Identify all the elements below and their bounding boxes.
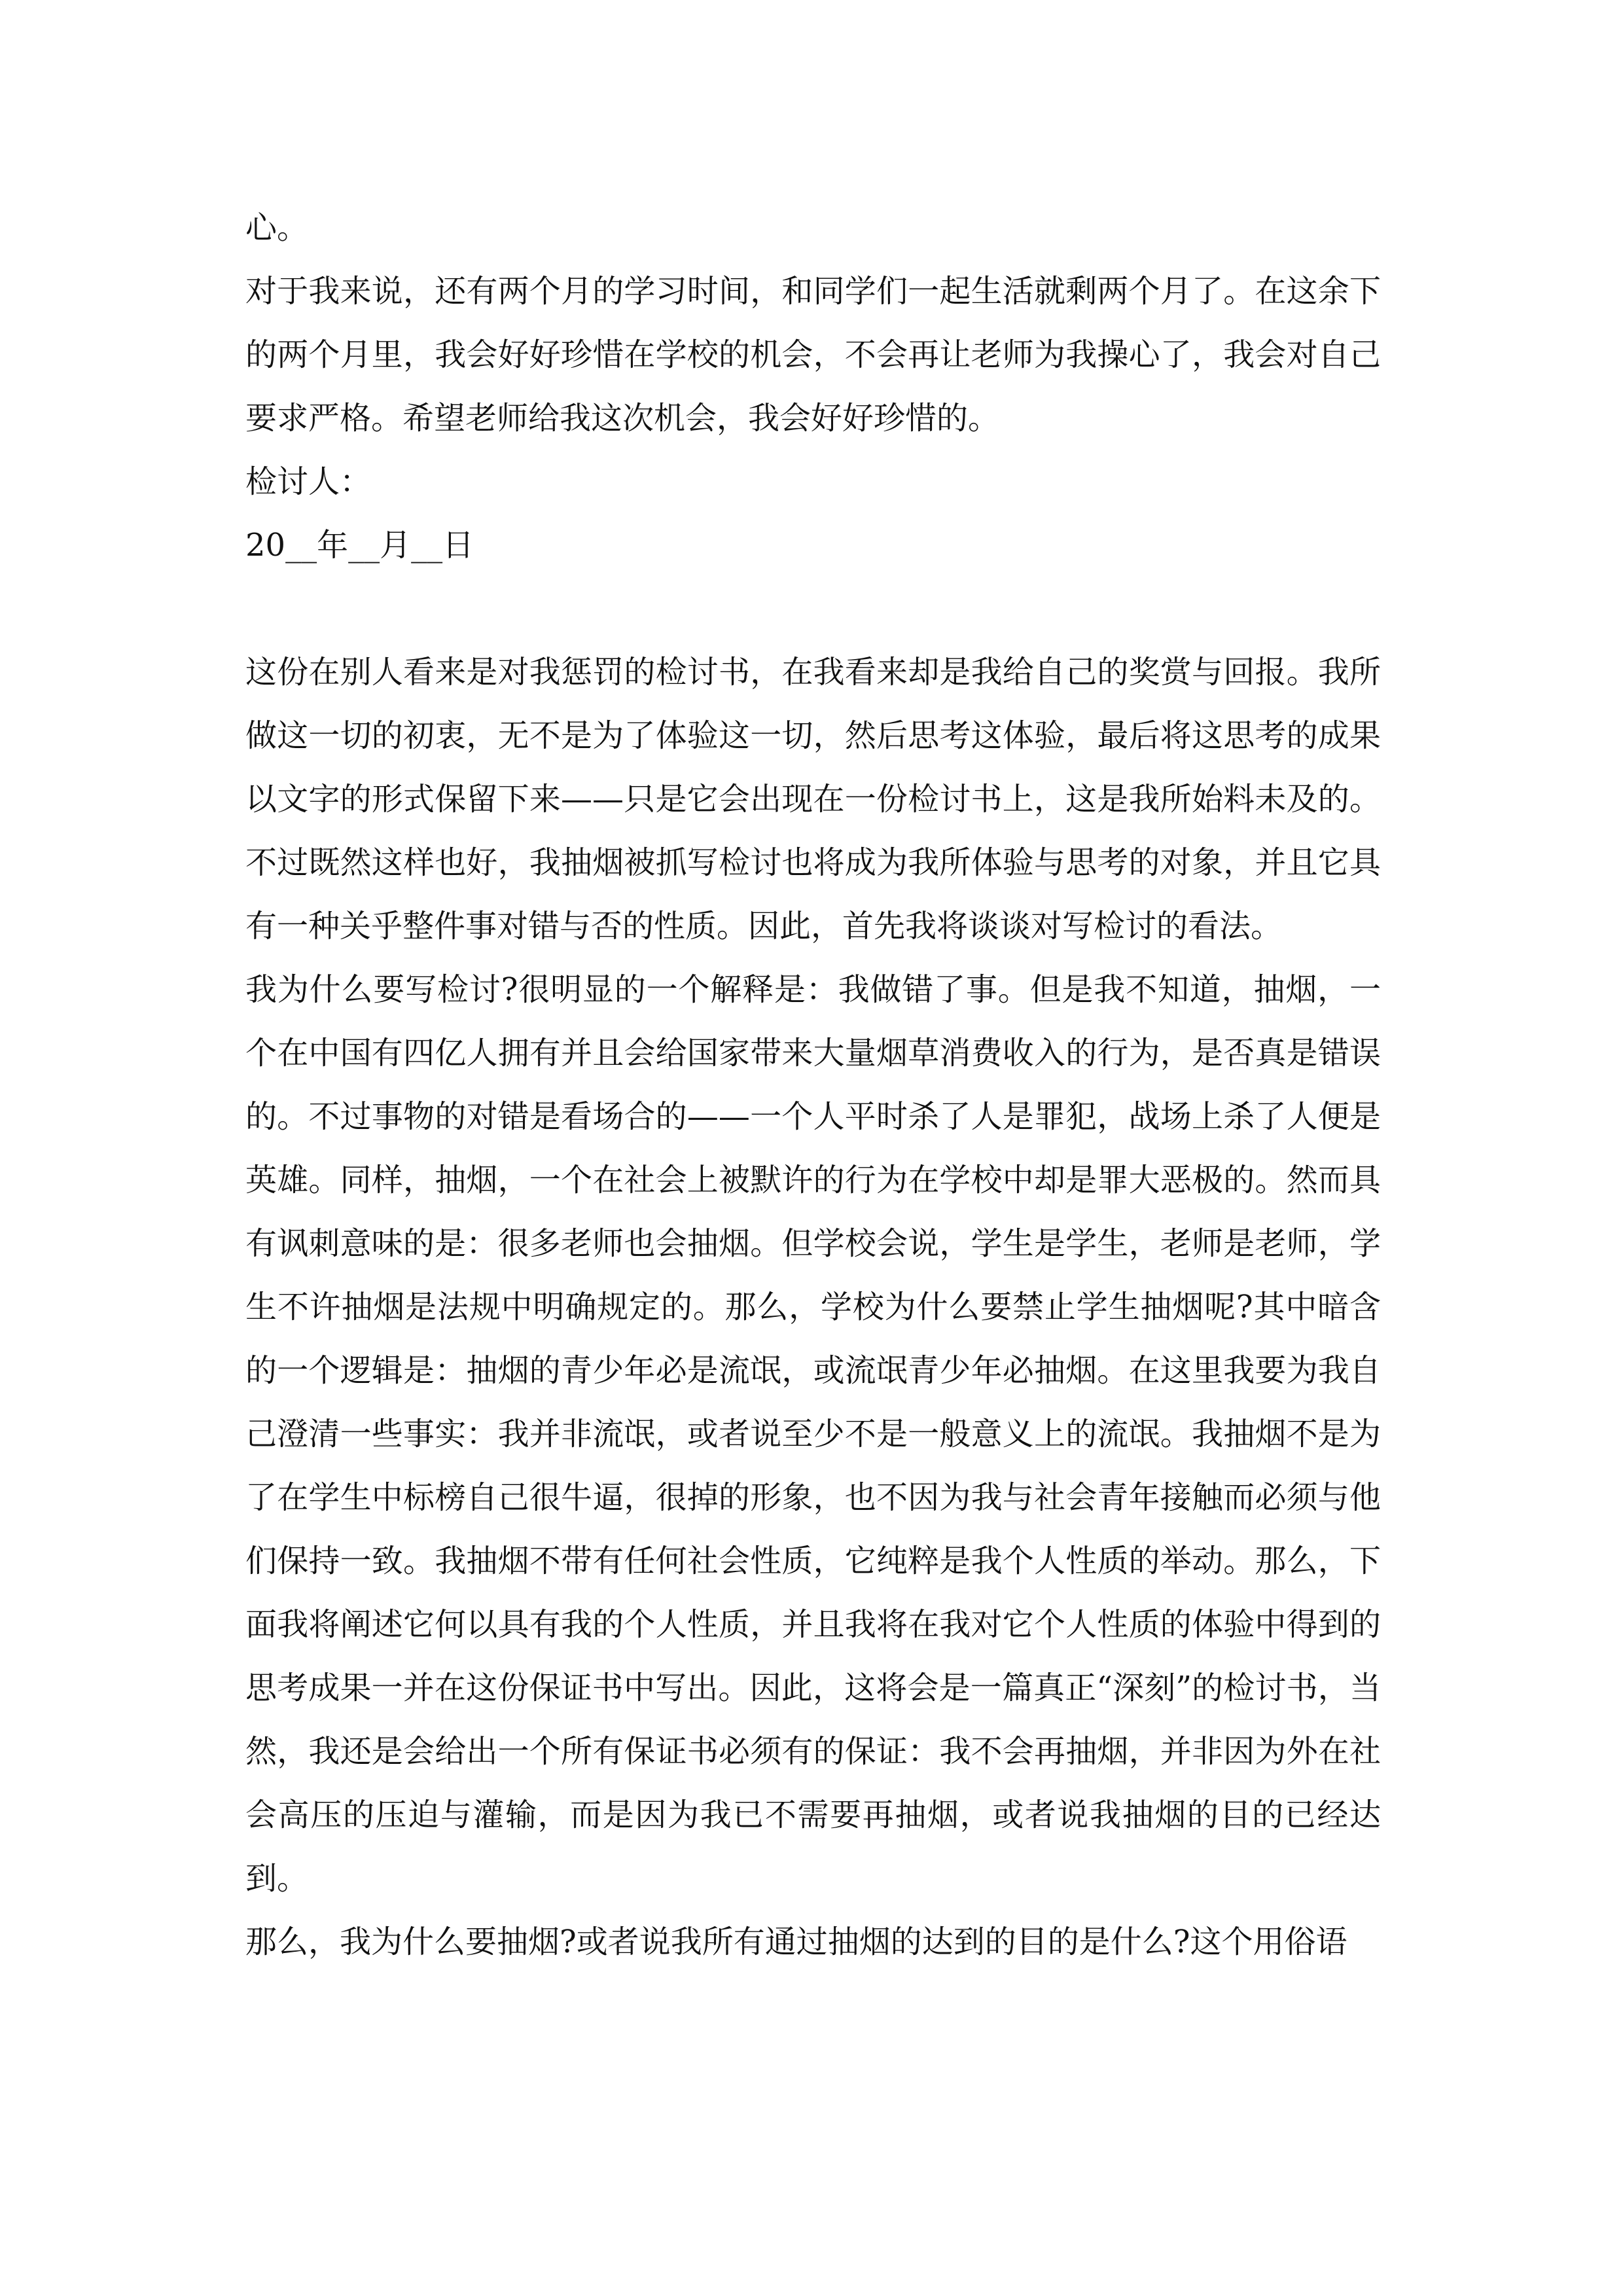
paragraph-why-smoke: 那么，我为什么要抽烟?或者说我所有通过抽烟的达到的目的是什么?这个用俗语 bbox=[245, 1924, 1347, 1960]
paragraph-study-time: 对于我来说，还有两个月的学习时间，和同学们一起生活就剩两个月了。在这余下的两个月里，我会好好珍惜在学校的机会，不会再让老师为我操心了，我会对自己要求严格。希望老师给我这次机会，我会好好珍惜的。 bbox=[245, 273, 1381, 437]
paragraph-self-reflection: 这份在别人看来是对我惩罚的检讨书，在我看来却是我给自己的奖赏与回报。我所做这一切的初衷，无不是为了体验这一切，然后思考这体验，最后将这思考的成果以文字的形式保留下来——只是它会出现在一份检讨书上，这是我所始料未及的。不过既然这样也好，我抽烟被抓写检讨也将成为我所体验与思考的对象，并且它具有一种关乎整件事对错与否的性质。因此，首先我将谈谈对写检讨的看法。 bbox=[245, 654, 1381, 944]
document-body bbox=[245, 196, 1381, 1974]
date-line: 20__年__月__日 bbox=[245, 527, 474, 564]
paragraph-why-write: 我为什么要写检讨?很明显的一个解释是：我做错了事。但是我不知道，抽烟，一个在中国有四亿人拥有并且会给国家带来大量烟草消费收入的行为，是否真是错误的。不过事物的对错是看场合的——一个人平时杀了人是罪犯，战场上杀了人便是英雄。同样，抽烟，一个在社会上被默许的行为在学校中却是罪大恶极的。然而具有讽刺意味的是：很多老师也会抽烟。但学校会说，学生是学生，老师是老师，学生不许抽烟是法规中明确规定的。那么，学校为什么要禁止学生抽烟呢?其中暗含的一个逻辑是：抽烟的青少年必是流氓，或流氓青少年必抽烟。在这里我要为我自己澄清一些事实：我并非流氓，或者说至少不是一般意义上的流氓。我抽烟不是为了在学生中标榜自己很牛逼，很掉的形象，也不因为我与社会青年接触而必须与他们保持一致。我抽烟不带有任何社会性质，它纯粹是我个人性质的举动。那么，下面我将阐述它何以具有我的个人性质，并且我将在我对它个人性质的体验中得到的思考成果一并在这份保证书中写出。因此，这将会是一篇真正“深刻”的检讨书，当然，我还是会给出一个所有保证书必须有的保证：我不会再抽烟，并非因为外在社会高压的压迫与灌输，而是因为我已不需要再抽烟，或者说我抽烟的目的已经达到。 bbox=[245, 971, 1381, 1897]
signature-label: 检讨人： bbox=[245, 463, 372, 500]
paragraph-fragment: 心。 bbox=[245, 209, 309, 246]
section-divider bbox=[245, 577, 1381, 641]
